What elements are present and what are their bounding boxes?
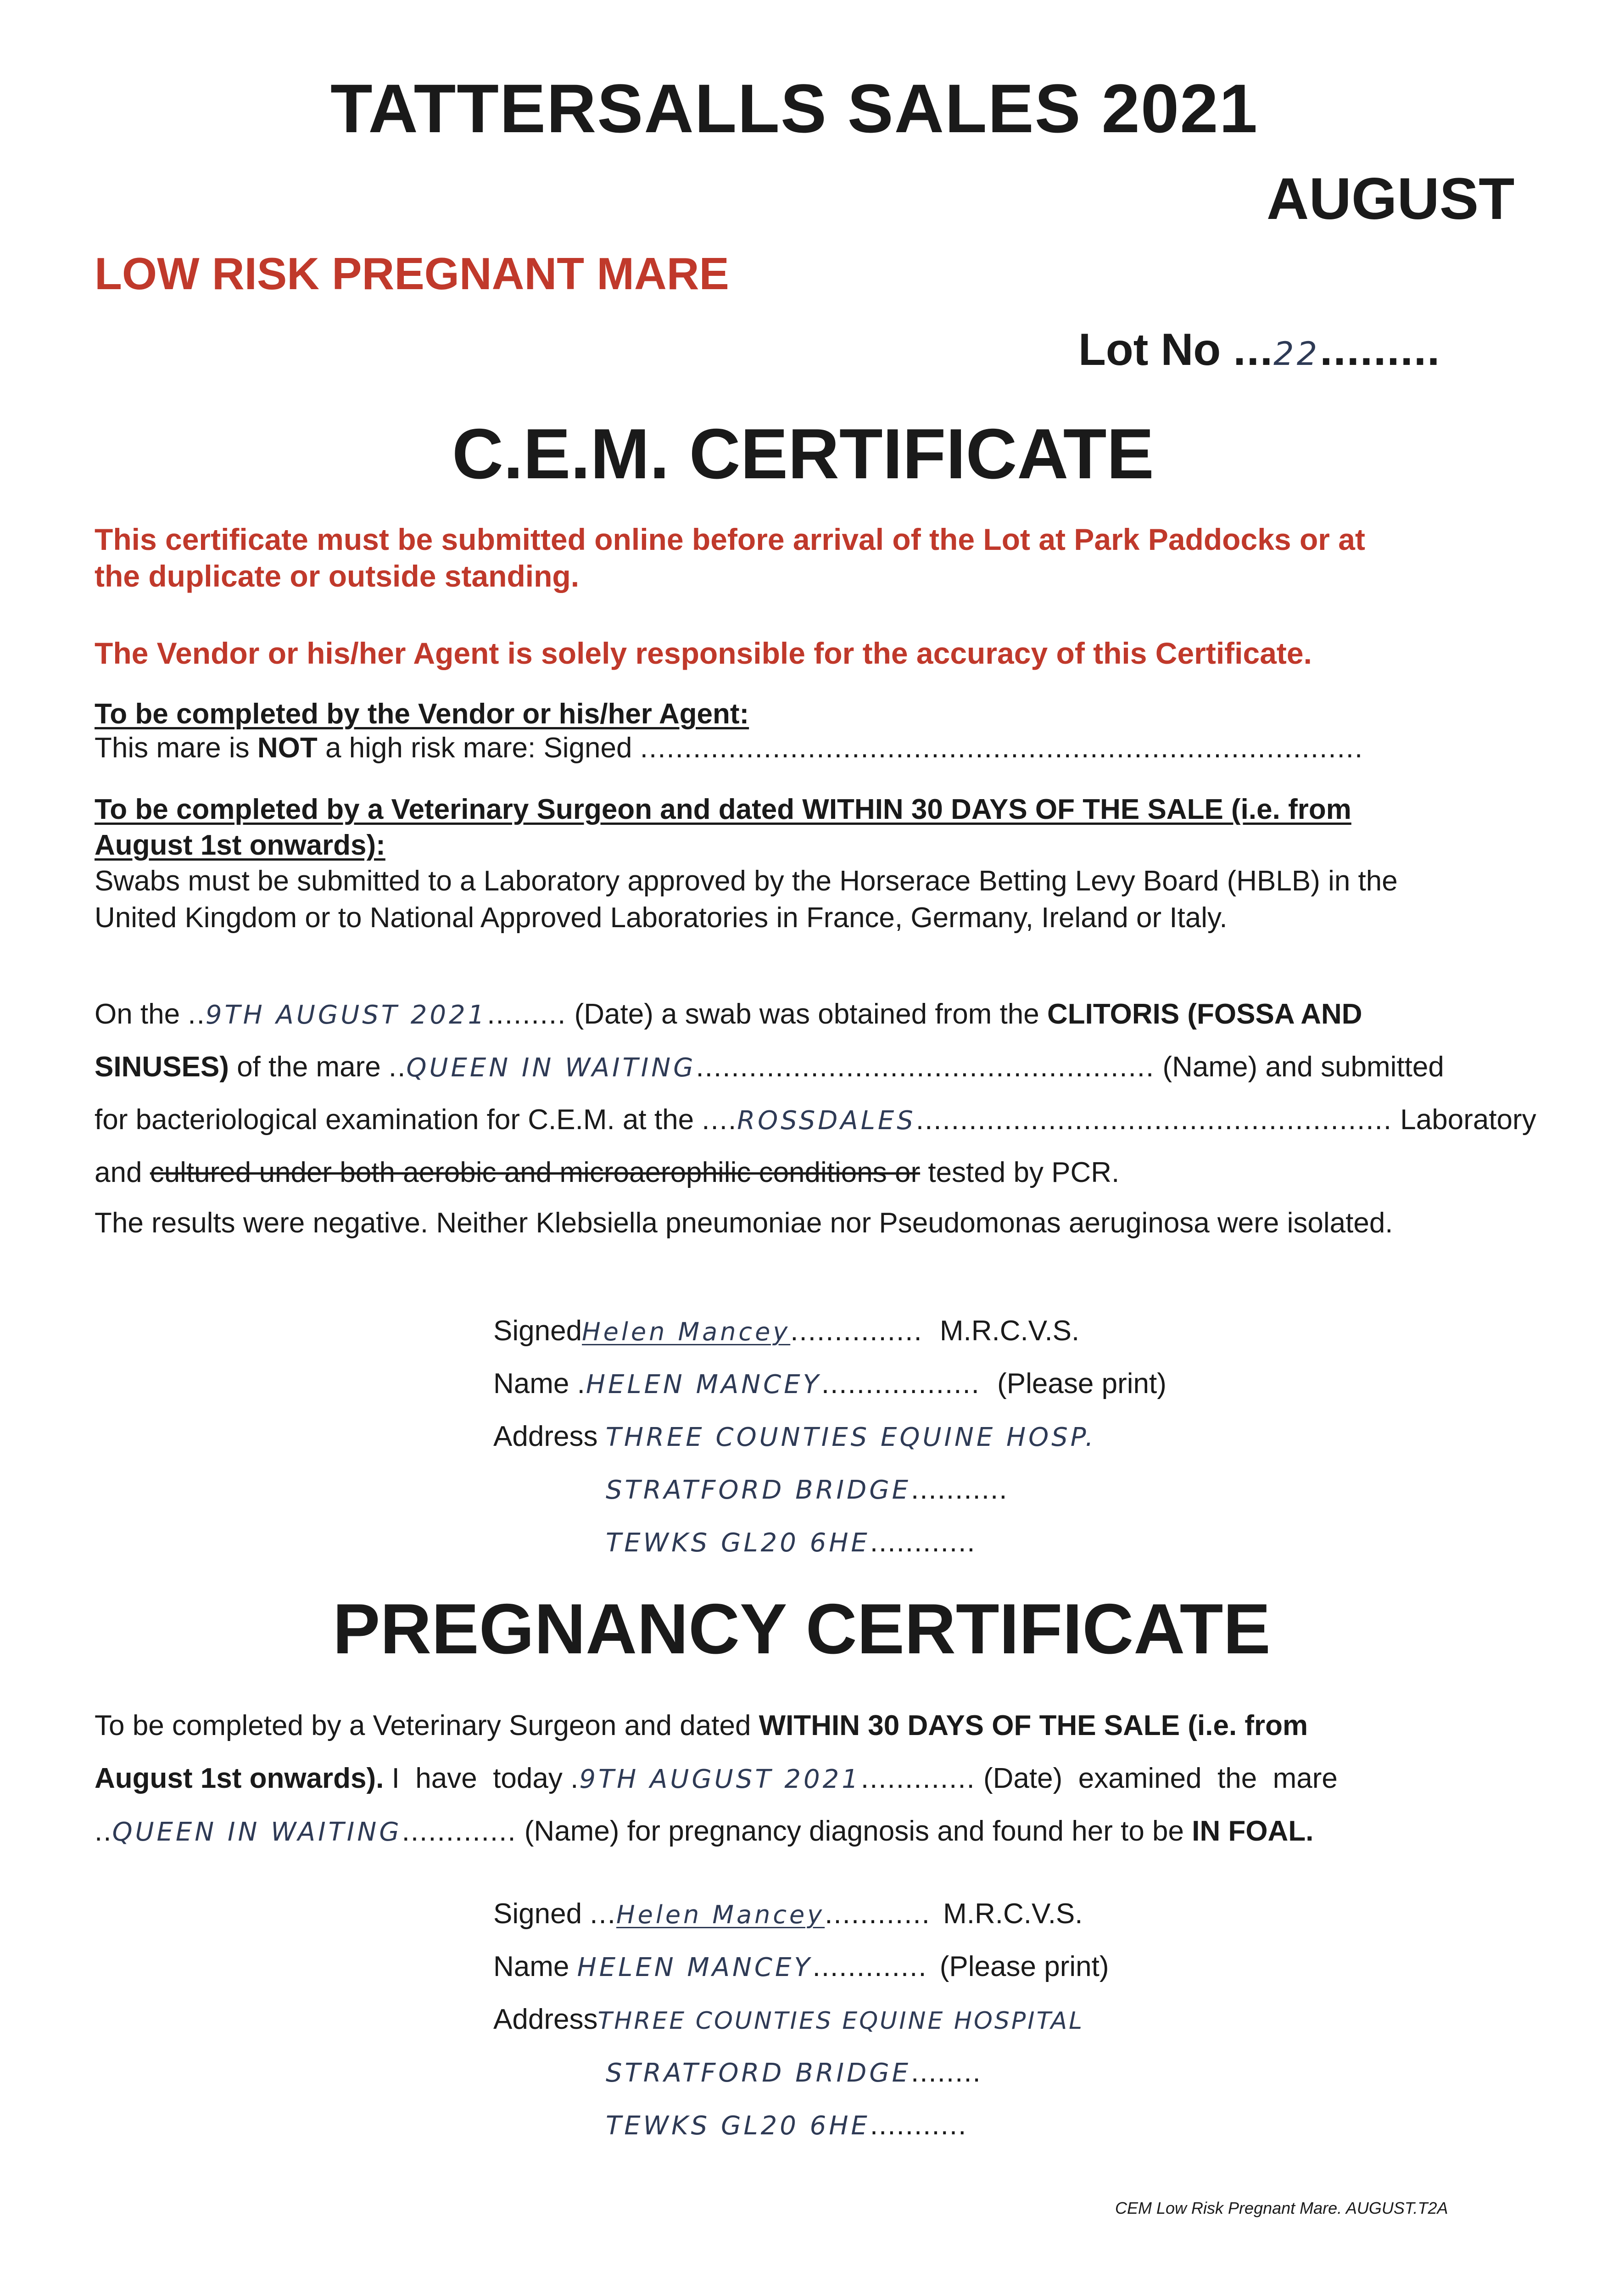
vendor-line-post: a high risk mare: Signed bbox=[317, 732, 632, 764]
cem-mrcvs-label: M.R.C.V.S. bbox=[939, 1315, 1080, 1347]
laboratory-label: Laboratory bbox=[1400, 1104, 1536, 1136]
vendor-line-pre: This mare is bbox=[95, 732, 257, 764]
pregnancy-line-2: August 1st onwards). I have today .9TH AUGUST 2021............. (Date) examined the mare bbox=[95, 1763, 1338, 1794]
on-the-label: On the bbox=[95, 998, 180, 1030]
pregnancy-line-3: ..QUEEN IN WAITING............. (Name) for pregnancy diagnosis and found her to be IN FOAL. bbox=[95, 1815, 1314, 1847]
cem-name-line: Name .HELEN MANCEY.................. (Please print) bbox=[493, 1368, 1166, 1399]
preg-signed-label: Signed bbox=[493, 1898, 582, 1930]
cem-address-line-3: TEWKS GL20 6HE............ bbox=[606, 1526, 976, 1558]
preg-address-field-1[interactable]: THREE COUNTIES EQUINE HOSPITAL bbox=[597, 2007, 1084, 2035]
pregnancy-mare-name-field[interactable]: QUEEN IN WAITING bbox=[112, 1817, 402, 1847]
pregnancy-line-2-bold: August 1st onwards). bbox=[95, 1763, 384, 1794]
preg-address-label: Address bbox=[493, 2004, 598, 2035]
cem-mare-name-field[interactable]: QUEEN IN WAITING bbox=[406, 1053, 696, 1083]
preg-vet-name-field[interactable]: HELEN MANCEY bbox=[577, 1953, 813, 1982]
pregnancy-line-2-pre: I have today bbox=[391, 1763, 563, 1794]
pregnancy-line-1 bbox=[95, 1707, 1308, 1744]
cem-address-label: Address bbox=[493, 1421, 598, 1452]
preg-name-line: Name HELEN MANCEY............. (Please print) bbox=[493, 1951, 1109, 1982]
lot-number-line: Lot No ...22......... bbox=[1078, 324, 1441, 375]
vendor-declaration bbox=[95, 730, 1363, 767]
vendor-section-heading: To be completed by the Vendor or his/her Agent: bbox=[95, 698, 749, 730]
laboratory-name-field[interactable]: ROSSDALES bbox=[737, 1106, 916, 1136]
test-results: The results were negative. Neither Klebsiella pneumoniae nor Pseudomonas aeruginosa were isolated. bbox=[95, 1207, 1393, 1239]
of-the-mare-label: of the mare bbox=[237, 1051, 381, 1083]
vendor-signature-field[interactable]: .................................................................................. bbox=[640, 732, 1364, 764]
cem-vet-name-field[interactable]: HELEN MANCEY bbox=[586, 1370, 821, 1399]
in-foal-result: IN FOAL. bbox=[1192, 1815, 1314, 1847]
cem-signature-field[interactable]: Helen Mancey bbox=[582, 1317, 791, 1346]
and-word: and bbox=[95, 1157, 142, 1188]
swab-site-1: CLITORIS (FOSSA AND bbox=[1047, 998, 1362, 1030]
swab-site-2: SINUSES) bbox=[95, 1051, 229, 1083]
preg-name-label: Name bbox=[493, 1951, 569, 1982]
swabs-line-2: United Kingdom or to National Approved Laboratories in France, Germany, Ireland or Italy. bbox=[95, 902, 1228, 934]
laboratory-line: for bacteriological examination for C.E.M. at the ....ROSSDALES...................................................... Laboratory bbox=[95, 1104, 1536, 1136]
swab-date-line: On the ..9TH AUGUST 2021......... (Date) a swab was obtained from the CLITORIS (FOSSA AND bbox=[95, 998, 1362, 1030]
vendor-line-not: NOT bbox=[257, 732, 318, 764]
cem-heading: C.E.M. CERTIFICATE bbox=[452, 414, 1154, 493]
submission-notice bbox=[95, 521, 1365, 594]
swab-requirements bbox=[95, 863, 1398, 936]
preg-address-line-1 bbox=[493, 2001, 1084, 2039]
cem-address-field-2[interactable]: STRATFORD BRIDGE bbox=[606, 1475, 911, 1505]
preg-mrcvs-label: M.R.C.V.S. bbox=[943, 1898, 1083, 1930]
preg-signed-line: Signed ...Helen Mancey............ M.R.C.V.S. bbox=[493, 1898, 1083, 1930]
cem-address-line-1 bbox=[493, 1418, 1096, 1456]
cem-please-print: (Please print) bbox=[997, 1368, 1166, 1399]
category-label: LOW RISK PREGNANT MARE bbox=[95, 248, 729, 299]
cem-address-field-3[interactable]: TEWKS GL20 6HE bbox=[606, 1528, 870, 1558]
pregnancy-heading: PREGNANCY CERTIFICATE bbox=[333, 1589, 1271, 1668]
preg-address-field-3[interactable]: TEWKS GL20 6HE bbox=[606, 2111, 870, 2141]
responsibility-notice: The Vendor or his/her Agent is solely responsible for the accuracy of this Certificate. bbox=[95, 636, 1312, 670]
preg-signature-field[interactable]: Helen Mancey bbox=[616, 1900, 825, 1929]
test-method-line bbox=[95, 1154, 1119, 1191]
vet-heading-line-2: August 1st onwards): bbox=[95, 829, 385, 861]
pregnancy-line-2-post: (Date) examined the mare bbox=[983, 1763, 1338, 1794]
bact-exam-label: for bacteriological examination for C.E.M. at the bbox=[95, 1104, 694, 1136]
name-submitted-label: (Name) and submitted bbox=[1162, 1051, 1444, 1083]
cem-address-line-2: STRATFORD BRIDGE........... bbox=[606, 1473, 1008, 1505]
submission-notice-line-1: This certificate must be submitted online before arrival of the Lot at Park Paddocks or at bbox=[95, 522, 1365, 556]
vet-section-heading bbox=[95, 792, 1351, 863]
pregnancy-exam-date-field[interactable]: 9TH AUGUST 2021 bbox=[579, 1764, 861, 1794]
vet-heading-line-1: To be completed by a Veterinary Surgeon and dated WITHIN 30 DAYS OF THE SALE (i.e. from bbox=[95, 794, 1351, 825]
swab-date-field[interactable]: 9TH AUGUST 2021 bbox=[205, 1000, 487, 1030]
pregnancy-line-1-pre: To be completed by a Veterinary Surgeon and dated bbox=[95, 1710, 751, 1741]
swabs-line-1: Swabs must be submitted to a Laboratory approved by the Horserace Betting Levy Board (HBLB) in the bbox=[95, 865, 1398, 897]
swab-date-label: (Date) a swab was obtained from the bbox=[574, 998, 1039, 1030]
preg-please-print: (Please print) bbox=[939, 1951, 1109, 1982]
pregnancy-line-1-bold: WITHIN 30 DAYS OF THE SALE (i.e. from bbox=[759, 1710, 1308, 1741]
pcr-option: tested by PCR. bbox=[928, 1157, 1120, 1188]
submission-notice-line-2: the duplicate or outside standing. bbox=[95, 559, 580, 593]
sale-month: AUGUST bbox=[1267, 166, 1515, 232]
sale-title: TATTERSALLS SALES 2021 bbox=[330, 70, 1259, 147]
mare-name-line: SINUSES) of the mare ..QUEEN IN WAITING.................................................... (Name) and submitted bbox=[95, 1051, 1444, 1083]
cem-address-field-1[interactable]: THREE COUNTIES EQUINE HOSP. bbox=[605, 1422, 1096, 1452]
preg-address-line-2: STRATFORD BRIDGE........ bbox=[606, 2056, 982, 2088]
struck-culture-option: cultured under both aerobic and microaerophilic conditions or bbox=[150, 1157, 921, 1188]
cem-name-label: Name bbox=[493, 1368, 569, 1399]
cem-signed-line: SignedHelen Mancey............... M.R.C.V.S. bbox=[493, 1315, 1080, 1347]
preg-address-field-2[interactable]: STRATFORD BRIDGE bbox=[606, 2058, 911, 2088]
form-code: CEM Low Risk Pregnant Mare. AUGUST.T2A bbox=[1115, 2199, 1448, 2217]
preg-address-line-3: TEWKS GL20 6HE........... bbox=[606, 2109, 967, 2141]
pregnancy-line-3-post: (Name) for pregnancy diagnosis and found her to be bbox=[524, 1815, 1184, 1847]
cem-signed-label: Signed bbox=[493, 1315, 582, 1347]
lot-number[interactable]: 22 bbox=[1273, 335, 1320, 373]
lot-label: Lot No bbox=[1078, 324, 1221, 375]
